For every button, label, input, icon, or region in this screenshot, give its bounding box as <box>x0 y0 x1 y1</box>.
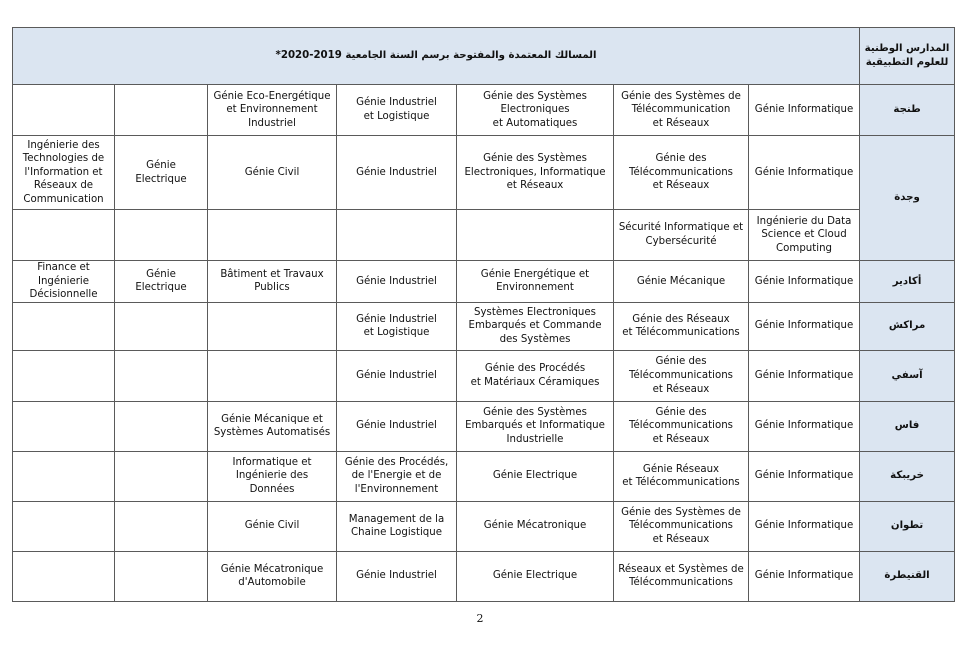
table-row-tetouan <box>13 501 955 551</box>
table-row-oujda-2 <box>13 210 955 261</box>
cell-khouribga-5: Informatique et Ingénierie des Données <box>208 451 337 501</box>
cell-khouribga-2: Génie Réseaux et Télécommunications <box>614 451 749 501</box>
city-agadir: أكادير <box>860 261 955 303</box>
cell-safi-4: Génie Industriel <box>337 350 457 401</box>
cell-khouribga-3: Génie Electrique <box>457 451 614 501</box>
city-oujda: وجدة <box>860 136 955 261</box>
cell-kenitra-5: Génie Mécatronique d'Automobile <box>208 551 337 601</box>
cell-agadir-1: Génie Informatique <box>749 261 860 303</box>
cell-kenitra-6 <box>115 551 208 601</box>
cell-khouribga-1: Génie Informatique <box>749 451 860 501</box>
cell-oujda1-4: Génie Industriel <box>337 136 457 210</box>
cell-fes-5: Génie Mécanique et Systèmes Automatisés <box>208 401 337 451</box>
cell-agadir-6: Génie Electrique <box>115 261 208 303</box>
cell-agadir-7: Finance et Ingénierie Décisionnelle <box>13 261 115 303</box>
table-row-agadir <box>13 261 955 303</box>
cell-fes-4: Génie Industriel <box>337 401 457 451</box>
table-row-kenitra <box>13 551 955 601</box>
cell-tetouan-7 <box>13 501 115 551</box>
cell-kenitra-2: Réseaux et Systèmes de Télécommunications <box>614 551 749 601</box>
cell-kenitra-4: Génie Industriel <box>337 551 457 601</box>
schools-column-header: المدارس الوطنية للعلوم التطبيقية <box>860 28 955 85</box>
cell-tanger-5: Génie Eco-Energétique et Environnement Industriel <box>208 85 337 136</box>
table-row-fes <box>13 401 955 451</box>
cell-kenitra-3: Génie Electrique <box>457 551 614 601</box>
cell-kenitra-7 <box>13 551 115 601</box>
cell-oujda1-5: Génie Civil <box>208 136 337 210</box>
cell-safi-6 <box>115 350 208 401</box>
cell-oujda2-2: Sécurité Informatique et Cybersécurité <box>614 210 749 261</box>
cell-agadir-5: Bâtiment et Travaux Publics <box>208 261 337 303</box>
city-safi: آسفي <box>860 350 955 401</box>
cell-tetouan-4: Management de la Chaine Logistique <box>337 501 457 551</box>
cell-safi-7 <box>13 350 115 401</box>
cell-marrakech-5 <box>208 302 337 350</box>
cell-marrakech-1: Génie Informatique <box>749 302 860 350</box>
cell-marrakech-4: Génie Industriel et Logistique <box>337 302 457 350</box>
cell-safi-5 <box>208 350 337 401</box>
cell-tanger-6 <box>115 85 208 136</box>
cell-khouribga-4: Génie des Procédés, de l'Energie et de l'Environnement <box>337 451 457 501</box>
cell-oujda1-3: Génie des Systèmes Electroniques, Informatique et Réseaux <box>457 136 614 210</box>
cell-oujda2-4 <box>337 210 457 261</box>
city-marrakech: مراكش <box>860 302 955 350</box>
cell-oujda2-6 <box>115 210 208 261</box>
cell-safi-2: Génie des Télécommunications et Réseaux <box>614 350 749 401</box>
table-row-marrakech <box>13 302 955 350</box>
cell-khouribga-6 <box>115 451 208 501</box>
city-kenitra: القنيطرة <box>860 551 955 601</box>
cell-kenitra-1: Génie Informatique <box>749 551 860 601</box>
city-fes: فاس <box>860 401 955 451</box>
cell-fes-7 <box>13 401 115 451</box>
city-tetouan: تطوان <box>860 501 955 551</box>
cell-oujda2-3 <box>457 210 614 261</box>
cell-oujda2-7 <box>13 210 115 261</box>
cell-tetouan-3: Génie Mécatronique <box>457 501 614 551</box>
cell-safi-1: Génie Informatique <box>749 350 860 401</box>
cell-oujda2-1: Ingénierie du Data Science et Cloud Computing <box>749 210 860 261</box>
page-number: 2 <box>476 612 484 625</box>
cell-tanger-3: Génie des Systèmes Electroniques et Automatiques <box>457 85 614 136</box>
cell-tanger-7 <box>13 85 115 136</box>
cell-oujda1-2: Génie des Télécommunications et Réseaux <box>614 136 749 210</box>
cell-oujda1-7: Ingénierie des Technologies de l'Information et Réseaux de Communication <box>13 136 115 210</box>
cell-oujda2-5 <box>208 210 337 261</box>
cell-agadir-4: Génie Industriel <box>337 261 457 303</box>
cell-tetouan-2: Génie des Systèmes de Télécommunications et Réseaux <box>614 501 749 551</box>
header-row <box>13 28 955 85</box>
cell-marrakech-6 <box>115 302 208 350</box>
cell-fes-3: Génie des Systèmes Embarqués et Informatique Industrielle <box>457 401 614 451</box>
cell-tanger-4: Génie Industriel et Logistique <box>337 85 457 136</box>
cell-fes-2: Génie des Télécommunications et Réseaux <box>614 401 749 451</box>
cell-fes-1: Génie Informatique <box>749 401 860 451</box>
cell-marrakech-7 <box>13 302 115 350</box>
city-tanger: طنجة <box>860 85 955 136</box>
table-row-oujda-1 <box>13 136 955 210</box>
cell-agadir-2: Génie Mécanique <box>614 261 749 303</box>
cell-safi-3: Génie des Procédés et Matériaux Céramiques <box>457 350 614 401</box>
cell-oujda1-6: Génie Electrique <box>115 136 208 210</box>
cell-marrakech-3: Systèmes Electroniques Embarqués et Commande des Systèmes <box>457 302 614 350</box>
cell-tetouan-5: Génie Civil <box>208 501 337 551</box>
table-title: المسالك المعتمدة والمفتوحة برسم السنة الجامعية 2019-2020* <box>13 28 860 85</box>
cell-tanger-1: Génie Informatique <box>749 85 860 136</box>
cell-tanger-2: Génie des Systèmes de Télécommunication et Réseaux <box>614 85 749 136</box>
city-khouribga: خريبكة <box>860 451 955 501</box>
table-row-khouribga <box>13 451 955 501</box>
table-row-tanger <box>13 85 955 136</box>
cell-fes-6 <box>115 401 208 451</box>
filieres-table <box>12 27 955 602</box>
cell-tetouan-6 <box>115 501 208 551</box>
cell-agadir-3: Génie Energétique et Environnement <box>457 261 614 303</box>
cell-oujda1-1: Génie Informatique <box>749 136 860 210</box>
cell-khouribga-7 <box>13 451 115 501</box>
cell-marrakech-2: Génie des Réseaux et Télécommunications <box>614 302 749 350</box>
cell-tetouan-1: Génie Informatique <box>749 501 860 551</box>
table-row-safi <box>13 350 955 401</box>
